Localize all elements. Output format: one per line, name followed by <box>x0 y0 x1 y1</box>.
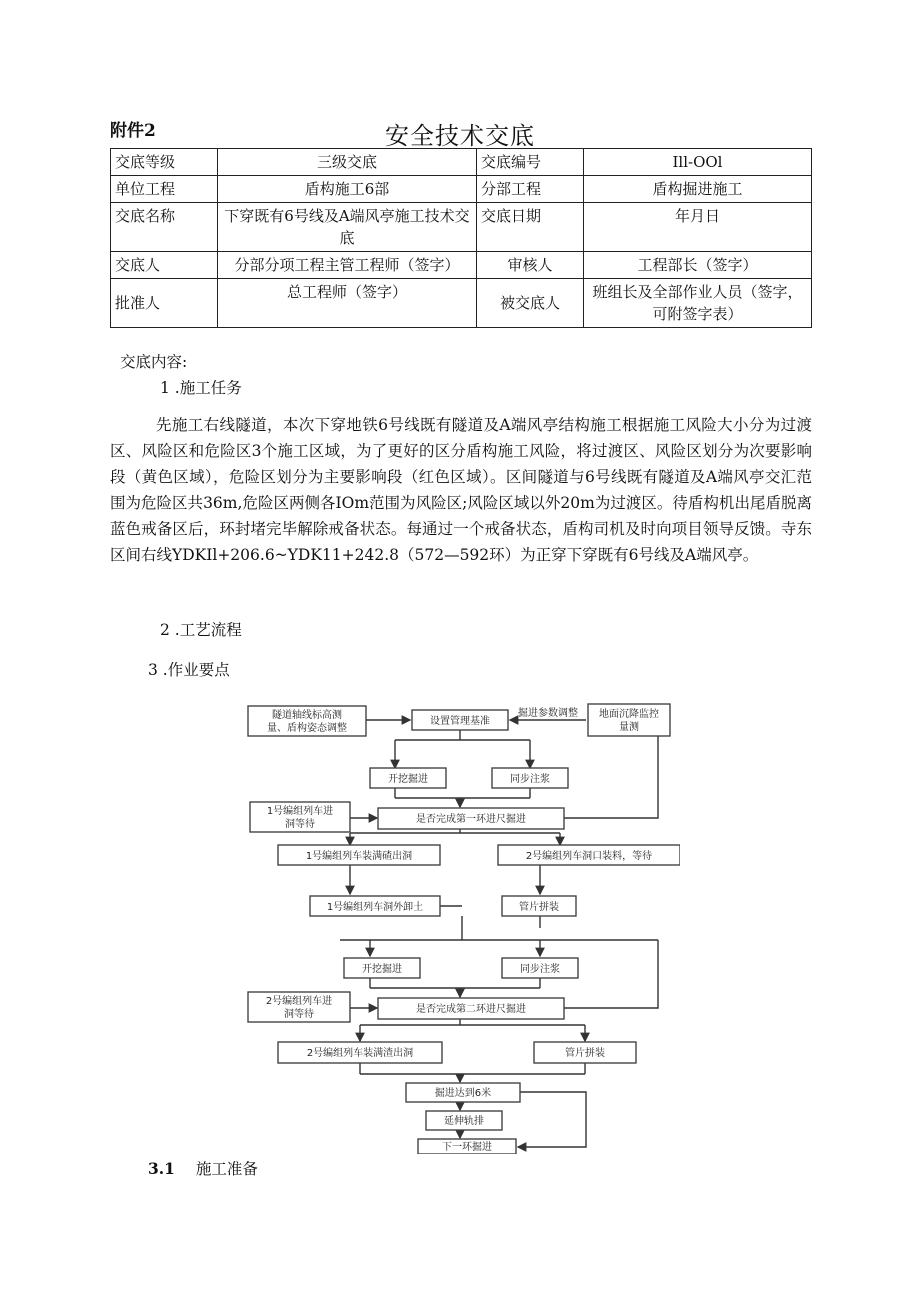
number-value: Ill-OOl <box>584 149 812 176</box>
approver-label: 批准人 <box>111 279 218 328</box>
segment-box-2-text: 管片拼装 <box>565 1048 605 1059</box>
train2-wait-text: 2号编组列车洞口装料，等待 <box>525 851 653 862</box>
info-table <box>110 148 812 328</box>
task-paragraph: 先施工右线隧道，本次下穿地铁6号线既有隧道及A端风亭结构施工根据施工风险大小分为过渡区、风险区和危险区3个施工区域，为了更好的区分盾构施工风险，将过渡区、风险区划分为次要影响段（黄色区域），危险区划分为主要影响段（红色区域）。区间隧道与6号线既有隧道及A端风亭交汇范围为危险区共36m,危险区两侧各IOm范围为风险区;风险区域以外20m为过渡区。待盾构机出尾盾脱离蓝色戒备区后，环封堵完毕解除戒备状态。每通过一个戒备状态，盾构司机及时向项目领导反馈。寺东区间右线YDKIl+206.6~YDK11+242.8（572—592环）为正穿下穿既有6号线及A端风亭。 <box>110 416 812 564</box>
monitor-box-line1: 地面沉降监控 <box>599 709 659 720</box>
attachment-label: 附件2 <box>110 121 156 141</box>
excavate-box-2 <box>344 958 420 978</box>
next-ring-text: 下一环掘进 <box>442 1142 492 1153</box>
table-row <box>111 149 812 176</box>
item-work-points: 3 .作业要点 <box>148 661 230 679</box>
baseline-box <box>412 710 508 730</box>
survey-box-line2: 量、盾构姿态调整 <box>267 723 347 734</box>
item-process-flow: 2 .工艺流程 <box>160 621 242 639</box>
reach-6m-box <box>406 1083 520 1102</box>
section-heading <box>148 1157 258 1179</box>
name-value: 下穿既有6号线及A端风亭施工技术交底 <box>218 203 477 252</box>
name-label: 交底名称 <box>111 203 218 252</box>
train1-load-box <box>278 845 440 865</box>
check-ring2-box <box>378 998 564 1019</box>
section-title: 施工准备 <box>195 1160 258 1178</box>
param-adjust-label: 掘进参数调整 <box>518 708 578 719</box>
subunit-label: 分部工程 <box>477 176 584 203</box>
reviewer-value: 工程部长（签字） <box>584 252 812 279</box>
table-row <box>111 252 812 279</box>
grout-box-2 <box>502 958 578 978</box>
train1-enter-line1: 1号编组列车进 <box>266 806 334 817</box>
document-title: 安全技术交底 <box>385 122 535 150</box>
train2-enter-line1: 2号编组列车进 <box>265 996 333 1007</box>
train2-load-box <box>278 1042 442 1063</box>
monitor-box <box>588 704 670 736</box>
reach-6m-text: 掘进达到6米 <box>434 1088 492 1099</box>
approver-value: 总工程师（签字） <box>218 279 477 328</box>
content-intro: 交底内容: <box>120 353 188 371</box>
unit-value: 盾构施工6部 <box>218 176 477 203</box>
baseline-box-text: 设置管理基准 <box>430 716 490 727</box>
train1-unload-box <box>310 896 440 916</box>
check-ring1-box <box>378 808 564 829</box>
excavate-box-1 <box>370 768 446 788</box>
train2-enter-box <box>248 992 350 1022</box>
receiver-label: 被交底人 <box>477 279 584 328</box>
segment-box-2 <box>534 1042 636 1063</box>
presenter-value: 分部分项工程主管工程师（签字） <box>218 252 477 279</box>
grout-box-1 <box>492 768 568 788</box>
grout-box-1-text: 同步注浆 <box>510 774 550 785</box>
segment-box-1-text: 管片拼装 <box>519 902 559 913</box>
date-value: 年月日 <box>584 203 812 252</box>
survey-box <box>248 706 366 736</box>
check-ring2-text: 是否完成第二环进尺掘进 <box>416 1004 526 1015</box>
reviewer-label: 审核人 <box>477 252 584 279</box>
train1-enter-line2: 洞等待 <box>285 819 315 830</box>
train1-load-text: 1号编组列车装满碴出洞 <box>305 851 413 862</box>
presenter-label: 交底人 <box>111 252 218 279</box>
extend-track-text: 延伸轨排 <box>444 1116 484 1127</box>
segment-box-1 <box>502 896 576 916</box>
table-row <box>111 176 812 203</box>
grout-box-2-text: 同步注浆 <box>520 964 560 975</box>
table-row <box>111 279 812 328</box>
extend-track-box <box>426 1111 502 1130</box>
level-label: 交底等级 <box>111 149 218 176</box>
train1-unload-text: 1号编组列车洞外卸土 <box>326 902 424 913</box>
survey-box-line1: 隧道轴线标高测 <box>272 710 342 721</box>
process-flowchart <box>240 698 680 1154</box>
item-construction-task: 1 .施工任务 <box>160 379 242 397</box>
date-label: 交底日期 <box>477 203 584 252</box>
train2-enter-line2: 洞等待 <box>284 1009 314 1020</box>
unit-label: 单位工程 <box>111 176 218 203</box>
number-label: 交底编号 <box>477 149 584 176</box>
next-ring-box <box>418 1139 516 1154</box>
receiver-value: 班组长及全部作业人员（签字，可附签字表） <box>584 279 812 328</box>
section-number: 3.1 <box>148 1159 175 1178</box>
check-ring1-text: 是否完成第一环进尺掘进 <box>416 814 526 825</box>
table-row <box>111 203 812 252</box>
train1-enter-box <box>250 802 350 832</box>
excavate-box-2-text: 开挖掘进 <box>362 964 402 975</box>
train2-load-text: 2号编组列车装满渣出洞 <box>306 1048 414 1059</box>
excavate-box-1-text: 开挖掘进 <box>388 774 428 785</box>
subunit-value: 盾构掘进施工 <box>584 176 812 203</box>
train2-wait-box <box>498 845 680 865</box>
level-value: 三级交底 <box>218 149 477 176</box>
monitor-box-line2: 量测 <box>619 722 639 733</box>
